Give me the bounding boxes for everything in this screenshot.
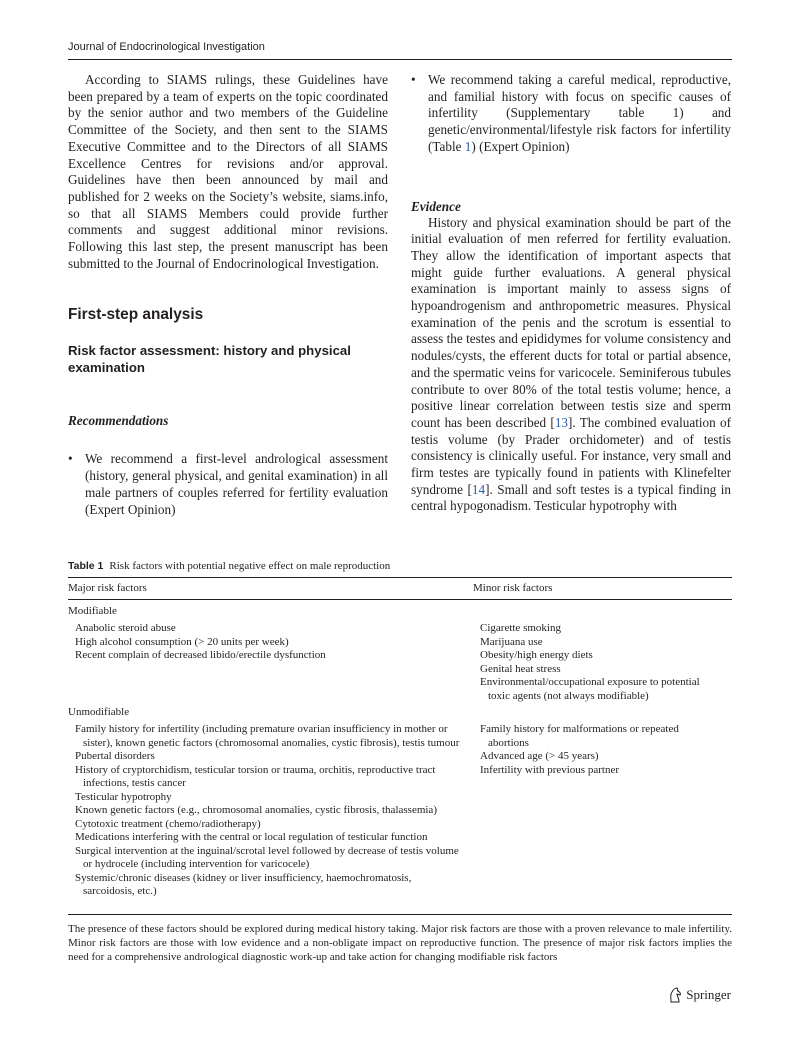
- risk-factor-item: Recent complain of decreased libido/erectile dysfunction: [75, 649, 326, 661]
- risk-factor-item: High alcohol consumption (> 20 units per week): [75, 635, 289, 648]
- risk-factor-item: Pubertal disorders: [75, 750, 155, 762]
- recommendation-bullet-2: [411, 72, 731, 156]
- risk-factor-item: Genital heat stress: [480, 662, 561, 675]
- table-bottom-rule: [68, 914, 732, 915]
- risk-factor-item: Environmental/occupational exposure to potential toxic agents (not always modifiable): [480, 676, 700, 702]
- risk-factor-item: Surgical intervention at the inguinal/scrotal level followed by decrease of testis volume or hydrocele (including intervention for varicocele): [75, 844, 459, 870]
- citation-link-13[interactable]: 13: [554, 414, 568, 430]
- risk-factor-item: Anabolic steroid abuse: [75, 622, 176, 634]
- risk-factor-item: Testicular hypotrophy: [75, 790, 172, 803]
- table-label: Table 1: [68, 560, 104, 572]
- recommendations-heading: Recommendations: [68, 413, 169, 429]
- bullet-text-a: We recommend taking a careful medical, reproductive, and familial history with focus on specific causes of infertility (Supplementary table 1) and genetic/environmental/lifestyle risk factors for infertility (Table: [428, 72, 731, 154]
- risk-factor-item: Cigarette smoking: [480, 622, 561, 634]
- publisher-footer: [668, 987, 731, 1003]
- section-title: First-step analysis: [68, 306, 204, 324]
- risk-factor-item: Marijuana use: [480, 635, 543, 648]
- risk-factor-item: History of cryptorchidism, testicular torsion or trauma, orchitis, reproductive tract infections, testis cancer: [75, 763, 436, 789]
- unmodifiable-minor-list: [480, 723, 720, 777]
- modifiable-major-list: [75, 622, 460, 663]
- publisher-name: Springer: [686, 987, 731, 1002]
- group-unmodifiable: Unmodifiable: [68, 706, 130, 718]
- evidence-text-b: ]. The combined evaluation of testis volume (by Prader orchidometer) and of testis consistency is clinically useful. For instance, very small and firm testes are typically found in patients with Klinefelter syndrome [: [411, 414, 731, 497]
- unmodifiable-major-list: [75, 723, 460, 899]
- left-column: [68, 72, 388, 518]
- intro-paragraph: According to SIAMS rulings, these Guidelines have been prepared by a team of experts on the topic coordinated by the senior author and two members of the Guideline Committee of the Society, and then sent to the SIAMS Executive Committee and to the Directors of all SIAMS Excellence Centres for revisions and/or approval. Guidelines have then been announced by mail and published for 2 weeks on the Society’s website, siams.info, so that all SIAMS Members could provide further comments and suggest additional minor revisions. Following this last step, the present manuscript has been submitted to the Journal of Endocrinological Investigation.: [68, 72, 388, 271]
- right-column: [411, 72, 731, 515]
- evidence-heading: Evidence: [411, 198, 461, 214]
- risk-factor-item: Systemic/chronic diseases (kidney or liver insufficiency, haemochromatosis, sarcoidosis, etc.): [75, 871, 412, 897]
- risk-factor-item: Family history for infertility (including premature ovarian insufficiency in mother or sister), known genetic factors (chromosomal anomalies, cystic fibrosis), testis tumour: [75, 723, 460, 749]
- header-rule: [68, 59, 732, 60]
- col-header-major: Major risk factors: [68, 582, 147, 594]
- risk-factor-item: Obesity/high energy diets: [480, 649, 593, 661]
- evidence-paragraph: [411, 215, 731, 516]
- subsection-title: Risk factor assessment: history and physical examination: [68, 343, 351, 376]
- group-modifiable: Modifiable: [68, 605, 117, 617]
- citation-link-14[interactable]: 14: [471, 481, 486, 497]
- table-header-rule: [68, 599, 732, 600]
- bullet-text: We recommend a first-level andrological assessment (history, general physical, and genital examination) in all male partners of couples referred for fertility evaluation (Expert Opinion): [85, 451, 388, 517]
- bullet-icon: •: [411, 72, 416, 87]
- risk-factor-item: Known genetic factors (e.g., chromosomal anomalies, cystic fibrosis, thalassemia): [75, 804, 437, 816]
- risk-factor-item: Cytotoxic treatment (chemo/radiotherapy): [75, 817, 261, 830]
- evidence-text-a: History and physical examination should be part of the initial evaluation of men referred for fertility evaluation. They allow the identification of important aspects that might guide further evaluations. A general physical examination is important mainly to assess signs of hypoandrogenism and anthropometric measures. Physical examination of the penis and the scrotum is essential to assess the testes and epididymes for volume consistency and nodules/cysts, the efferent ducts for total or partial absence, and the spermatic veins for varicocele. Seminiferous tubules contribute to over 80% of the total testis volume; hence, a positive linear correlation between testis size and sperm count has been described [: [411, 214, 731, 430]
- springer-horse-logo-icon: [668, 987, 682, 1003]
- bullet-icon: •: [68, 451, 73, 467]
- evidence-text-c: ]. Small and soft testes is a typical finding in central hypogonadism. Testicular hypotrophy with: [411, 481, 732, 514]
- running-head: Journal of Endocrinological Investigation: [68, 41, 265, 53]
- risk-factor-item: Advanced age (> 45 years): [480, 750, 599, 762]
- table-footnote: The presence of these factors should be explored during medical history taking. Major risk factors are those with a proven relevance to male infertility. Minor risk factors are those with low evidence and a non-obligate impact on reproductive function. The presence of major risk factors implies the need for a comprehensive andrological diagnostic work-up and take action for changing modifiable risk factors: [68, 923, 732, 963]
- risk-factor-item: Medications interfering with the central or local regulation of testicular function: [75, 831, 428, 843]
- modifiable-minor-list: [480, 622, 720, 703]
- recommendation-bullet-1: [68, 451, 388, 518]
- table-top-rule: [68, 577, 732, 578]
- table-caption: [68, 560, 390, 572]
- bullet-text-b: ) (Expert Opinion): [471, 138, 570, 154]
- col-header-minor: Minor risk factors: [473, 582, 553, 594]
- risk-factor-item: Infertility with previous partner: [480, 763, 619, 776]
- table-reference-link[interactable]: 1: [464, 138, 472, 154]
- table-caption-text: Risk factors with potential negative effect on male reproduction: [109, 560, 391, 572]
- risk-factor-item: Family history for malformations or repeated abortions: [480, 723, 679, 749]
